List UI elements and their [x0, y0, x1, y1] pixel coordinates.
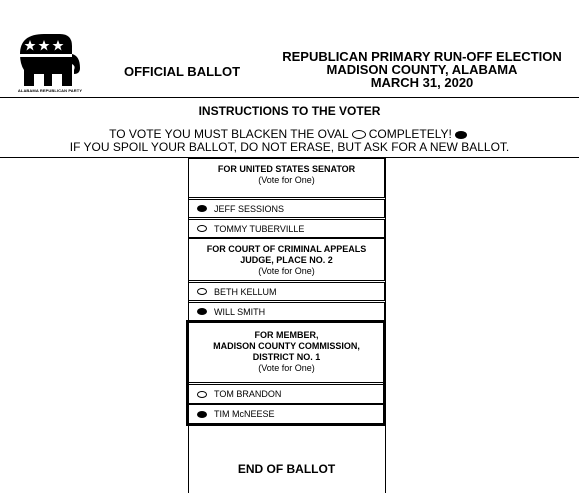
- vote-for-label: (Vote for One): [258, 266, 315, 276]
- instructions-title: INSTRUCTIONS TO THE VOTER: [198, 104, 381, 118]
- vote-for-label: (Vote for One): [258, 175, 315, 185]
- candidate-name: TOMMY TUBERVILLE: [214, 223, 305, 234]
- elephant-logo-icon: [14, 30, 86, 92]
- candidate-row[interactable]: [188, 302, 385, 321]
- contest-header-county-commission: [188, 322, 385, 383]
- empty-oval-icon[interactable]: [197, 391, 207, 398]
- contest-title: FOR UNITED STATES SENATOR: [217, 164, 356, 174]
- candidate-name: WILL SMITH: [214, 306, 266, 317]
- instructions-text: TO VOTE YOU MUST BLACKEN THE OVAL: [109, 127, 349, 141]
- end-of-ballot-label: END OF BALLOT: [237, 462, 336, 476]
- official-ballot-label: OFFICIAL BALLOT: [124, 64, 241, 79]
- contest-title: DISTRICT NO. 1: [252, 352, 321, 362]
- logo-caption: ALABAMA REPUBLICAN PARTY: [17, 88, 83, 93]
- filled-oval-icon[interactable]: [197, 308, 207, 315]
- contest-title: MADISON COUNTY COMMISSION,: [213, 341, 360, 351]
- contest-header-senator: [188, 158, 385, 198]
- candidate-name: TOM BRANDON: [214, 389, 282, 399]
- candidate-name: TIM McNEESE: [214, 409, 275, 419]
- filled-oval-icon[interactable]: [197, 411, 207, 418]
- header-divider: [0, 97, 579, 98]
- election-title-line: REPUBLICAN PRIMARY RUN-OFF ELECTION: [282, 49, 562, 64]
- contest-header-criminal-appeals: [188, 238, 385, 281]
- filled-oval-icon: [455, 131, 467, 139]
- contest-title: JUDGE, PLACE NO. 2: [240, 255, 333, 265]
- filled-oval-icon[interactable]: [197, 205, 207, 212]
- contest-title: FOR MEMBER,: [254, 330, 319, 340]
- candidate-row[interactable]: [188, 199, 385, 218]
- election-title: [280, 50, 564, 89]
- empty-oval-icon: [352, 130, 366, 139]
- candidate-name: BETH KELLUM: [214, 286, 277, 297]
- empty-oval-icon[interactable]: [197, 288, 207, 295]
- candidate-name: JEFF SESSIONS: [214, 203, 285, 214]
- instructions-text: COMPLETELY!: [368, 127, 452, 141]
- candidate-row[interactable]: [188, 219, 385, 238]
- instructions-line-2: IF YOU SPOIL YOUR BALLOT, DO NOT ERASE, BUT ASK FOR A NEW BALLOT.: [69, 140, 510, 154]
- contest-title: FOR COURT OF CRIMINAL APPEALS: [206, 244, 367, 254]
- candidate-row[interactable]: [188, 282, 385, 301]
- vote-for-label: (Vote for One): [258, 363, 315, 373]
- ballot-column-right-border: [385, 158, 386, 493]
- instructions-line-1: [0, 127, 579, 141]
- candidate-row[interactable]: [188, 384, 385, 404]
- candidate-row[interactable]: [188, 404, 385, 424]
- election-title-line: MARCH 31, 2020: [370, 75, 474, 90]
- election-title-line: MADISON COUNTY, ALABAMA: [326, 62, 518, 77]
- empty-oval-icon[interactable]: [197, 225, 207, 232]
